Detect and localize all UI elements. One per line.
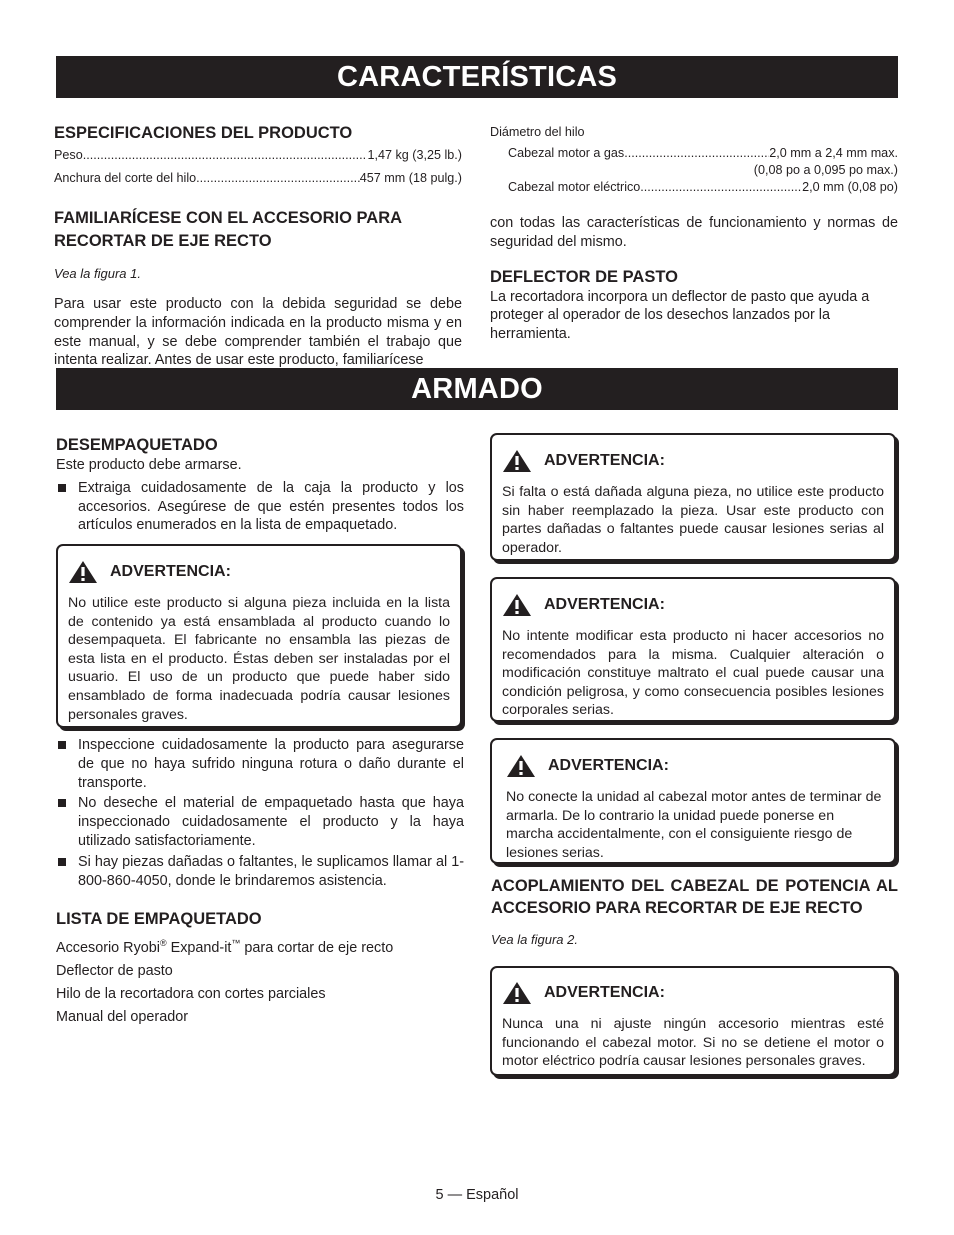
figure-ref-2: Vea la figura 2. (491, 932, 578, 947)
warning-label: ADVERTENCIA: (548, 757, 669, 774)
list-item: Manual del operador (56, 1008, 189, 1025)
leader-dots (196, 167, 360, 189)
bullet-square-icon (58, 799, 66, 807)
acoplamiento-section (491, 875, 898, 961)
list-item (56, 736, 464, 792)
warning-header (502, 449, 884, 473)
bullet-square-icon (58, 858, 66, 866)
bullet-text: Inspeccione cuidadosamente la producto para asegurarse de que no haya sufrido ninguna rotura o daño durante el transporte. (78, 737, 464, 791)
warning-box-2 (490, 433, 896, 561)
diam-row-gas (508, 144, 898, 162)
figure-ref-1: Vea la figura 1. (54, 266, 141, 281)
list-item (56, 794, 464, 850)
warning-box-5 (490, 966, 896, 1076)
bullet-text: No deseche el material de empaquetado hasta que haya inspeccionado cuidadosamente el producto y la haya utilizado satisfactoriamente. (78, 795, 464, 849)
diam-row-electric (508, 178, 898, 196)
right-column-caracteristicas (490, 124, 898, 344)
heading-especificaciones: ESPECIFICACIONES DEL PRODUCTO (54, 124, 353, 142)
left-column-armado-2 (56, 736, 464, 1026)
warning-label: ADVERTENCIA: (544, 596, 665, 613)
heading-desempaquetado: DESEMPAQUETADO (56, 436, 218, 454)
bullet-text: Extraiga cuidadosamente de la caja la producto y los accesorios. Asegúrese de que estén presentes todos los artículos enumerados en la lista de empaquetado. (78, 479, 464, 534)
warning-header (506, 754, 884, 778)
heading-familiaricese: FAMILIARÍCESE CON EL ACCESORIO PARA RECORTAR DE EJE RECTO (54, 209, 402, 250)
spec-value: 1,47 kg (3,25 lb.) (367, 148, 462, 162)
list-item: Hilo de la recortadora con cortes parciales (56, 985, 326, 1002)
diam-value: 2,0 mm a 2,4 mm max. (769, 146, 898, 160)
list-item (56, 479, 464, 535)
page-footer: 5 — Español (435, 1187, 519, 1203)
warning-box-4 (490, 738, 896, 864)
list-item (56, 934, 464, 958)
list-item: Deflector de pasto (56, 962, 173, 979)
warning-header (68, 560, 450, 584)
section-banner-armado: ARMADO (56, 368, 898, 410)
bullet-text: Si hay piezas dañadas o faltantes, le suplicamos llamar al 1-800-860-4050, donde le brindaremos asistencia. (78, 853, 464, 889)
section-banner-caracteristicas: CARACTERÍSTICAS (56, 56, 898, 98)
item-text: para cortar de eje recto (240, 940, 394, 957)
spec-row-anchura (54, 167, 462, 189)
diam-label: Cabezal motor a gas (508, 146, 625, 160)
warning-triangle-icon (506, 754, 536, 778)
warning-box-1 (56, 544, 462, 728)
packing-list (56, 934, 464, 1026)
warning-triangle-icon (68, 560, 98, 584)
diametro-list (490, 144, 898, 196)
diam-value: 2,0 mm (0,08 po) (802, 180, 898, 194)
heading-lista-empaquetado: LISTA DE EMPAQUETADO (56, 910, 262, 929)
warning-text: No utilice este producto si alguna pieza incluida en la lista de contenido ya está ensamblada al producto cuando lo desempaqueta. El fabricante no ensambla las piezas de esta lista en el producto. Éstas deben ser instaladas por el usuario. El uso de un producto que puede haber sido ensamblado de forma inadecuada podría causar lesiones personales graves. (68, 595, 450, 723)
warning-label: ADVERTENCIA: (544, 984, 665, 1001)
bullet-square-icon (58, 741, 66, 749)
list-item (56, 853, 464, 891)
bullet-list-2 (56, 736, 464, 890)
registered-mark: ® (159, 938, 167, 949)
trademark-mark: ™ (231, 938, 241, 949)
leader-dots (624, 144, 769, 162)
warning-text: Nunca una ni ajuste ningún accesorio mientras esté funcionando el cabezal motor. Si no se detiene el motor o motor eléctrico podría causar lesiones personales graves. (502, 1016, 884, 1070)
bullet-list-1 (56, 479, 464, 535)
warning-header (502, 981, 884, 1005)
warning-box-3 (490, 577, 896, 722)
warning-text: No conecte la unidad al cabezal motor antes de terminar de armarla. De lo contrario la unidad puede ponerse en marcha accidentalmente, con el consiguiente riesgo de lesiones serias. (506, 789, 882, 861)
spec-value: 457 mm (18 pulg.) (359, 171, 462, 185)
warning-label: ADVERTENCIA: (110, 563, 231, 580)
warning-text: Si falta o está dañada alguna pieza, no utilice este producto sin haber reemplazado la pieza. Usar este producto con partes dañadas o faltantes puede causar lesiones serias al operador. (502, 484, 884, 556)
spec-row-peso (54, 144, 462, 166)
diam-gas-value-inches: (0,08 po a 0,095 po max.) (753, 163, 898, 177)
left-column-armado (56, 434, 464, 535)
spec-label: Anchura del corte del hilo (54, 171, 197, 185)
familiar-text-continued: con todas las características de funcionamiento y normas de seguridad del mismo. (490, 215, 898, 250)
familiar-text: Para usar este producto con la debida seguridad se debe comprender la información indicada en la producto misma y en este manual, y se debe comprender también el trabajo que intenta realizar. Antes de usar este producto, familiarícese (54, 296, 462, 369)
bullet-square-icon (58, 484, 66, 492)
item-text: Expand-it (166, 940, 232, 957)
warning-triangle-icon (502, 449, 532, 473)
spec-label: Peso (54, 148, 83, 162)
leader-dots (83, 144, 368, 166)
item-text: Accesorio Ryobi (56, 940, 160, 957)
warning-text: No intente modificar esta producto ni hacer accesorios no recomendados para la misma. Cualquier alteración o modificación constituye maltrato el cual puede causar una condición peligrosa, y como consecuencia posibles lesiones corporales serias. (502, 628, 884, 719)
desemp-intro: Este producto debe armarse. (56, 457, 242, 473)
diametro-label: Diámetro del hilo (490, 125, 585, 139)
heading-acoplamiento: ACOPLAMIENTO DEL CABEZAL DE POTENCIA AL ACCESORIO PARA RECORTAR DE EJE RECTO (491, 877, 898, 917)
warning-header (502, 593, 884, 617)
leader-dots (640, 178, 802, 196)
warning-triangle-icon (502, 593, 532, 617)
deflector-text: La recortadora incorpora un deflector de pasto que ayuda a proteger al operador de los desechos lanzados por la herramienta. (490, 288, 870, 343)
diam-label: Cabezal motor eléctrico (508, 180, 641, 194)
heading-deflector: DEFLECTOR DE PASTO (490, 267, 678, 286)
left-column-caracteristicas (54, 122, 462, 370)
warning-label: ADVERTENCIA: (544, 452, 665, 469)
warning-triangle-icon (502, 981, 532, 1005)
